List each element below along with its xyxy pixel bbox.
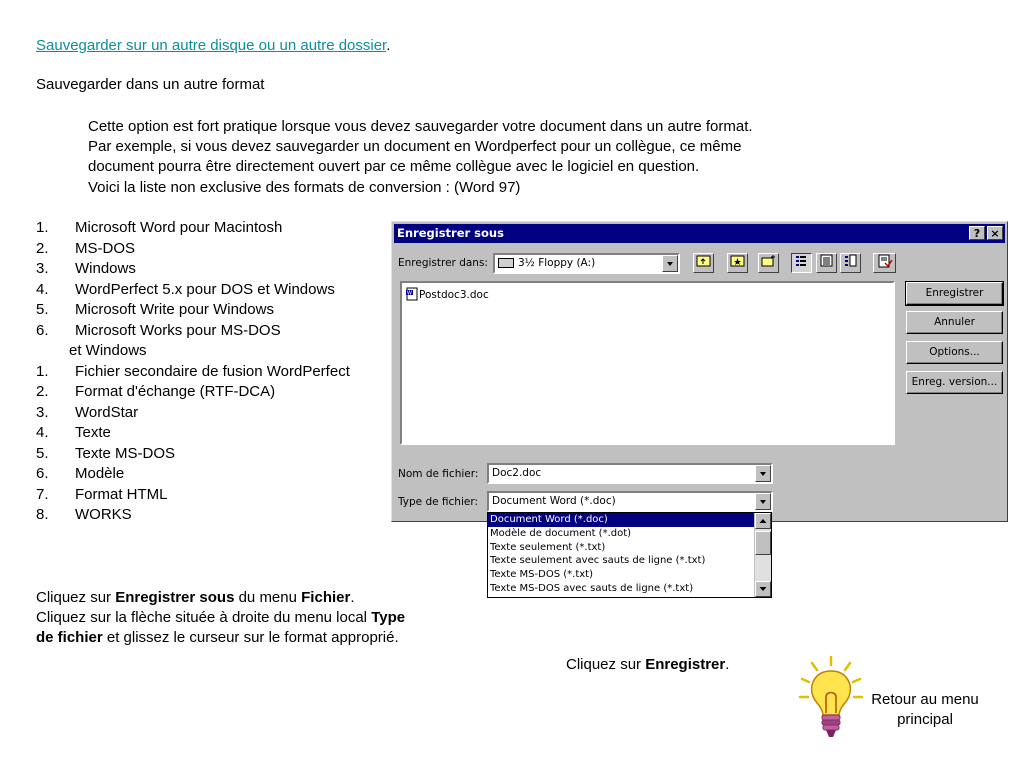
save-in-value: 3½ Floppy (A:) [518,257,596,269]
cancel-button-label: Annuler [934,316,975,328]
list-num: 1. [36,362,49,380]
save-version-button[interactable] [906,371,1003,394]
list-num: 4. [36,280,49,298]
save-instruction [566,655,729,675]
back-line-2: principal [897,711,953,728]
properties-view-icon [843,254,858,267]
arrow-up-icon [756,514,770,528]
list-label: Microsoft Word pour Macintosh [75,219,283,236]
scroll-thumb[interactable] [755,531,771,555]
save-in-label [398,257,488,269]
filetype-label-text: Type de fichier: [398,496,479,508]
file-item[interactable] [405,287,489,301]
details-view-icon [819,254,834,267]
intro-line-4: Voici la liste non exclusive des formats de conversion : (Word 97) [88,179,521,196]
save-as-dialog [391,221,1008,522]
list-label: Texte [75,424,111,441]
dialog-title: Enregistrer sous [397,226,504,240]
list-num: 5. [36,301,49,318]
dropdown-option[interactable]: Texte seulement (*.txt) [490,541,606,553]
link-suffix: . [386,37,391,54]
save-in-combo[interactable] [493,253,680,274]
intro-line-1: Cette option est fort pratique lorsque vous devez sauvegarder votre document dans un autre format. [88,118,753,135]
list-label: Format d'échange (RTF-DCA) [75,383,276,400]
details-view-button[interactable] [816,253,837,273]
list-label: Format HTML [75,485,168,503]
filetype-dropdown-list[interactable] [487,512,772,598]
instruction-line-3 [36,628,399,648]
list-label: Fichier secondaire de fusion WordPerfect [75,362,350,380]
list-num: 8. [36,506,49,523]
save-in-label-text: Enregistrer dans: [398,257,488,269]
save-version-button-label: Enreg. version... [911,376,998,388]
chevron-down-icon[interactable] [662,255,678,272]
instruction-line-1 [36,588,355,608]
save-button-label: Enregistrer [925,287,984,299]
list-num: 7. [36,485,49,503]
scroll-down-button[interactable] [755,581,771,597]
back-line-1: Retour au menu [871,691,979,708]
file-name: Postdoc3.doc [419,289,489,301]
commands-button[interactable] [873,253,896,273]
list-label: Microsoft Write pour Windows [75,301,274,318]
filetype-select[interactable] [487,491,773,512]
other-disk-link[interactable]: Sauvegarder sur un autre disque ou un autre dossier [36,37,387,54]
floppy-drive-icon [498,258,514,268]
list-label: WordPerfect 5.x pour DOS et Windows [75,280,335,298]
options-button[interactable] [906,341,1003,364]
list-label: Texte MS-DOS [75,444,176,462]
list-label: MS-DOS [75,239,135,257]
instr-text: . [725,656,730,673]
help-button[interactable]: ? [969,226,985,240]
list-label: WORKS [75,506,132,523]
scroll-up-button[interactable] [755,513,771,529]
dropdown-option[interactable]: Modèle de document (*.dot) [490,527,632,539]
new-folder-icon [761,254,776,267]
instr-bold: Enregistrer [645,656,726,673]
filetype-value: Document Word (*.doc) [492,495,616,507]
dropdown-option[interactable]: Texte seulement avec sauts de ligne (*.txt) [490,555,706,567]
list-num: 4. [36,424,49,441]
instr-text: Cliquez sur la flèche située à droite du menu local [36,609,372,626]
instr-text: . [350,589,355,606]
filename-field[interactable] [487,463,773,484]
list-view-icon [794,254,809,267]
cancel-button[interactable] [906,311,1003,334]
lightbulb-icon[interactable] [798,655,864,745]
section-title: Sauvegarder dans un autre format [36,76,265,93]
save-button[interactable] [906,282,1003,305]
chevron-down-icon[interactable] [755,465,771,482]
list-num: 2. [36,239,49,257]
file-list[interactable] [400,281,895,445]
filename-label [398,468,478,480]
list-label: Modèle [75,465,125,482]
instr-text: Cliquez sur [566,656,646,673]
instr-text: Cliquez sur [36,589,116,606]
commands-settings-icon [877,254,893,268]
dropdown-option-selected[interactable]: Document Word (*.doc) [488,513,754,527]
up-folder-icon [696,254,711,267]
filename-label-text: Nom de fichier: [398,468,479,480]
list-num: 5. [36,444,49,462]
instr-text: du menu [234,589,302,606]
dropdown-scrollbar[interactable] [754,513,771,597]
dialog-titlebar [394,224,1005,243]
favorites-folder-icon [730,254,745,267]
list-label: WordStar [75,403,139,421]
list-num: 2. [36,383,49,400]
list-view-button[interactable] [791,253,812,273]
options-button-label: Options... [929,346,980,358]
instr-bold: de fichier [36,629,103,646]
back-to-menu-link[interactable] [865,690,985,730]
list-num: 3. [36,260,49,277]
list-label: Microsoft Works pour MS-DOS [75,321,281,339]
list-num: 3. [36,403,49,421]
dropdown-option[interactable]: Texte MS-DOS avec sauts de ligne (*.txt) [490,582,694,594]
list-num: 6. [36,321,49,339]
list-label: Windows [75,260,136,277]
instruction-line-2 [36,608,405,628]
dropdown-option[interactable]: Texte MS-DOS (*.txt) [490,569,593,581]
new-folder-button[interactable] [758,253,779,273]
svg-text:W: W [407,290,412,297]
up-folder-button[interactable] [693,253,714,273]
instr-bold: Type [371,609,406,626]
filename-value: Doc2.doc [492,467,542,479]
instr-bold: Enregistrer sous [115,589,235,606]
arrow-down-icon [756,582,770,596]
instr-text: et glissez le curseur sur le format approprié. [102,629,399,646]
list-num: 6. [36,465,49,482]
list-num: 1. [36,219,49,236]
header-line [36,36,390,56]
intro-line-3: document pourra être directement ouvert par ce même collègue avec le logiciel en question. [88,158,700,175]
list-label: et Windows [69,342,147,359]
filetype-label [398,496,478,508]
close-button[interactable]: × [987,226,1003,240]
word-document-icon [405,287,419,301]
intro-line-2: Par exemple, si vous devez sauvegarder un document en Wordperfect pour un collègue, ce même [88,138,742,155]
favorites-button[interactable] [727,253,748,273]
properties-view-button[interactable] [840,253,861,273]
instr-bold: Fichier [301,589,351,606]
chevron-down-icon[interactable] [755,493,771,510]
